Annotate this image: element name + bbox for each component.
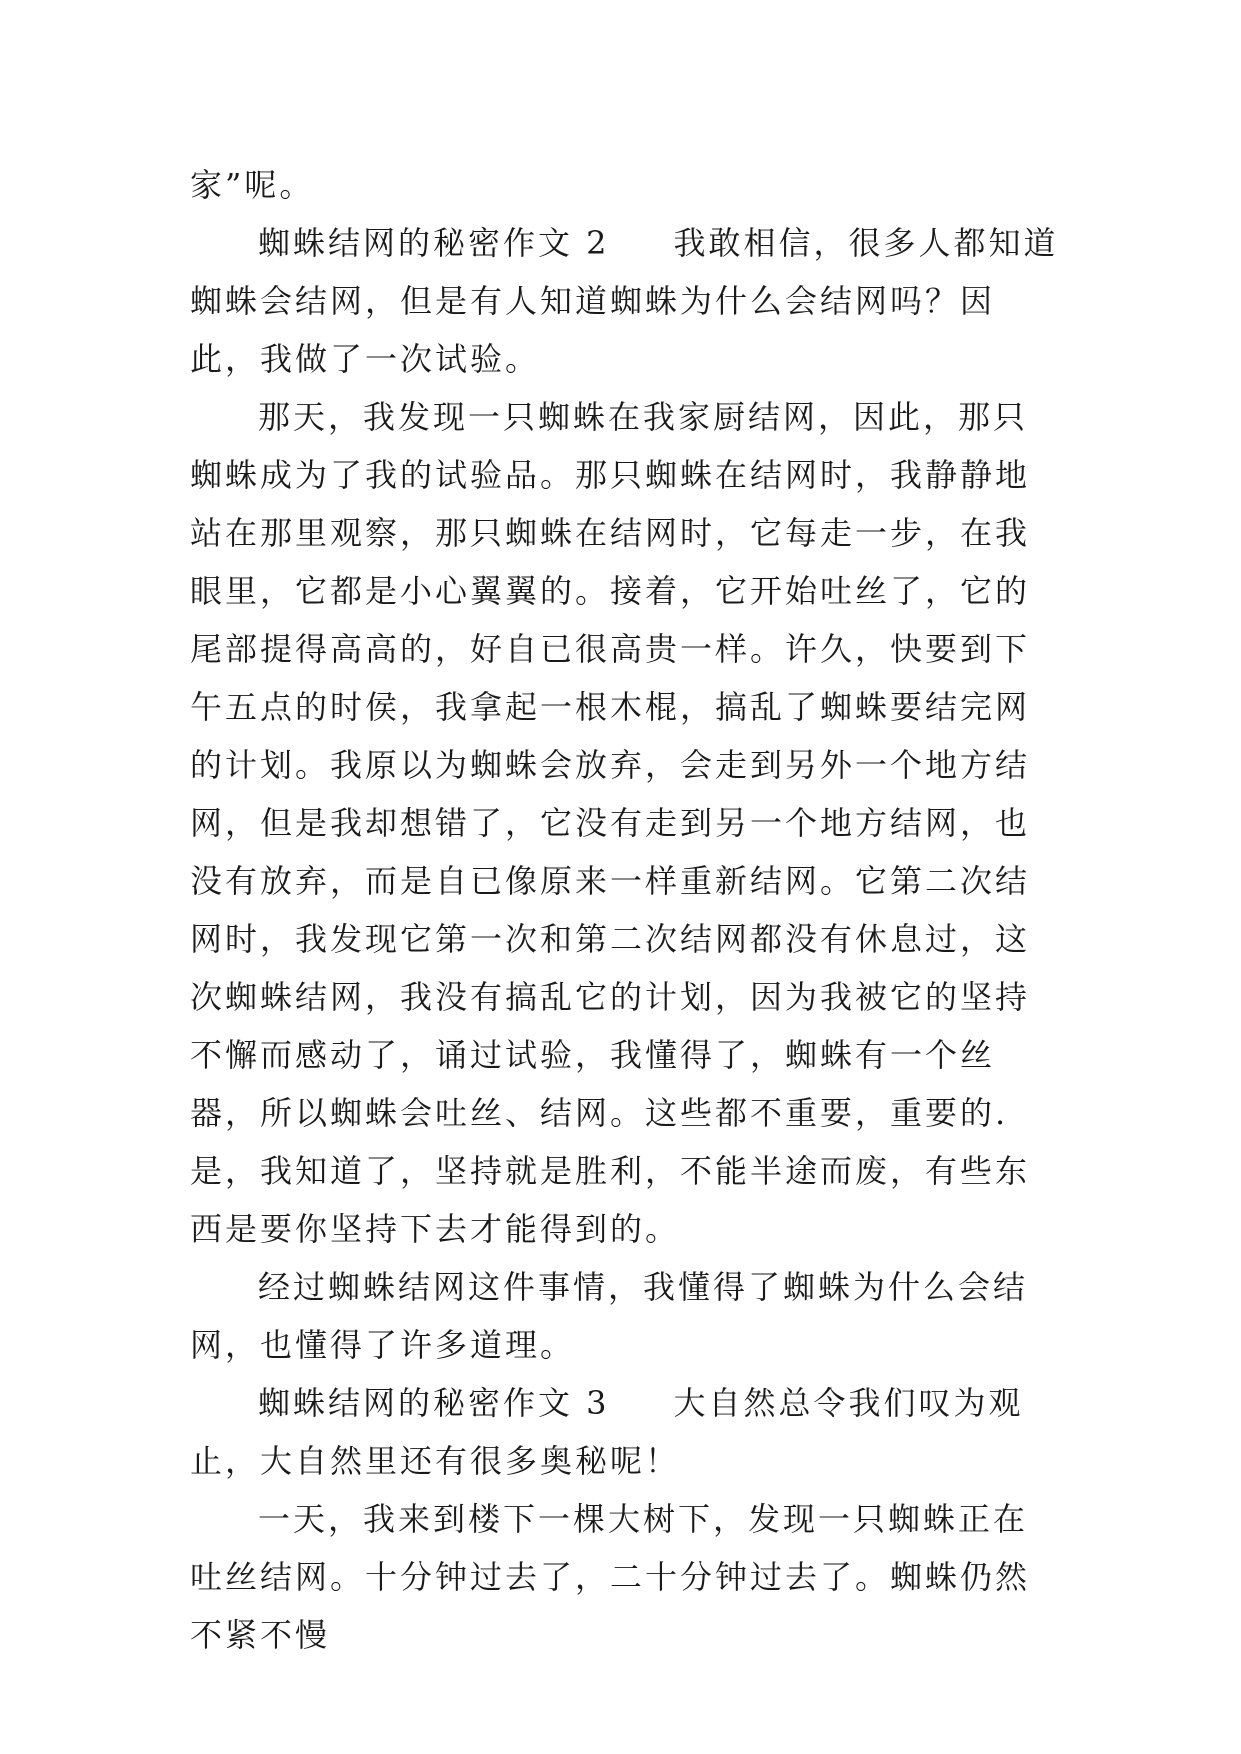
paragraph-text: 我敢相信，很多人都知道蜘蛛会结网，但是有人知道蜘蛛为什么会结网吗？因此，我做了一次试验。 <box>190 224 1059 378</box>
paragraph-essay-3-intro <box>190 1374 1062 1490</box>
paragraph-text: 家”呢。 <box>190 166 315 204</box>
paragraph-text: 一天，我来到楼下一棵大树下，发现一只蜘蛛正在吐丝结网。十分钟过去了，二十分钟过去了。蜘蛛仍然不紧不慢 <box>190 1500 1031 1654</box>
document-body <box>190 156 1062 1664</box>
paragraph-essay-3-story <box>190 1490 1062 1664</box>
paragraph-conclusion <box>190 1258 1062 1374</box>
paragraph-text: 经过蜘蛛结网这件事情，我懂得了蜘蛛为什么会结网，也懂得了许多道理。 <box>190 1268 1029 1364</box>
paragraph-continuation <box>190 156 1062 214</box>
paragraph-experiment <box>190 388 1062 1258</box>
paragraph-text: 那天，我发现一只蜘蛛在我家厨结网，因此，那只蜘蛛成为了我的试验品。那只蜘蛛在结网时，我静静地站在那里观察，那只蜘蛛在结网时，它每走一步，在我眼里，它都是小心翼翼的。接着，它开始吐丝了，它的尾部提得高高的，好自已很高贵一样。许久，快要到下午五点的时侯，我拿起一根木棍，搞乱了蜘蛛要结完网的计划。我原以为蜘蛛会放弃，会走到另外一个地方结网，但是我却想错了，它没有走到另一个地方结网，也没有放弃，而是自已像原来一样重新结网。它第二次结网时，我发现它第一次和第二次结网都没有休息过，这次蜘蛛结网，我没有搞乱它的计划，因为我被它的坚持不懈而感动了，诵过试验，我懂得了，蜘蛛有一个丝器，所以蜘蛛会吐丝、结网。这些都不重要，重要的.是，我知道了，坚持就是胜利，不能半途而废，有些东西是要你坚持下去才能得到的。 <box>190 398 1031 1248</box>
paragraph-essay-2-intro <box>190 214 1062 388</box>
paragraph-text: 大自然总令我们叹为观止，大自然里还有很多奥秘呢！ <box>190 1384 1024 1480</box>
essay-heading: 蜘蛛结网的秘密作文 3 <box>258 1384 610 1422</box>
essay-heading: 蜘蛛结网的秘密作文 2 <box>258 224 610 262</box>
